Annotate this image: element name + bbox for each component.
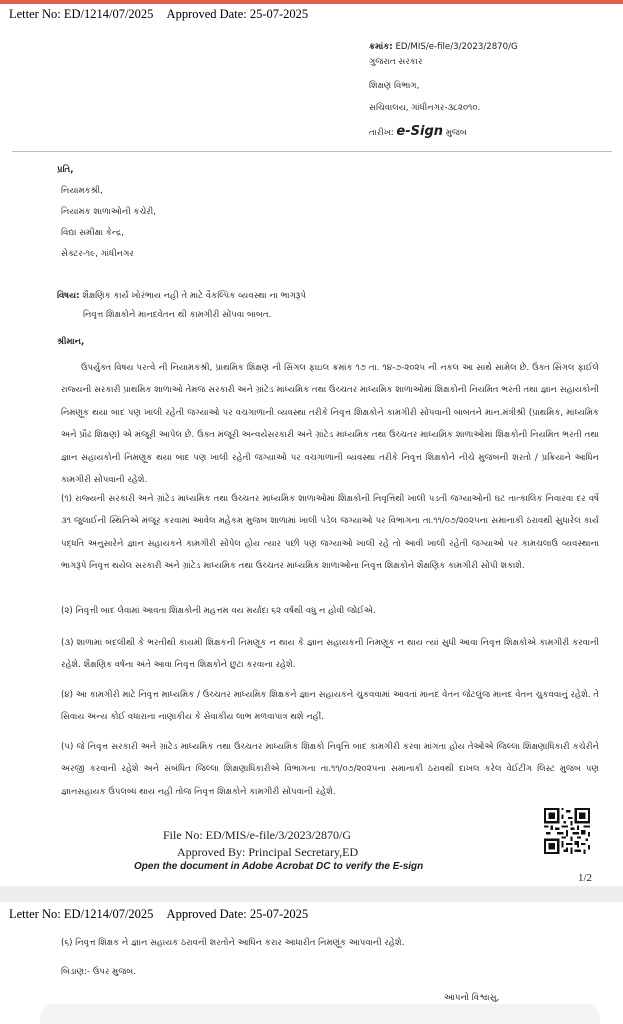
page2-approved-date: Approved Date: 25-07-2025 — [166, 907, 309, 921]
salutation: શ્રીમાન, — [57, 337, 85, 347]
qr-code — [544, 808, 590, 854]
kramank-line — [369, 42, 518, 52]
footer-file-no: File No: ED/MIS/e-file/3/2023/2870/G — [163, 828, 351, 842]
closing: આપનો વિશ્વાસુ, — [444, 993, 500, 1003]
page2-letter-number-line — [9, 907, 308, 922]
address-line-1: નિયામકશ્રી, — [61, 186, 103, 196]
date-line — [369, 124, 467, 139]
page2-letter-number: Letter No: ED/1214/07/2025 — [9, 907, 154, 921]
letter-number-line — [9, 7, 308, 22]
header-divider — [12, 151, 612, 152]
point-2: (૨) નિવૃત્તી બાદ લેવામાં આવતા શિક્ષકોની મહત્તમ વય મર્યાદા ૬૨ વર્ષથી વધુ ન હોવી જોઈએ. — [61, 606, 376, 616]
address-line-3: વિદ્યા સમીક્ષા કેન્દ્ર, — [61, 228, 124, 238]
bottom-overlay — [40, 1004, 600, 1024]
point-6: (૬) નિવૃત્ત શિક્ષક ને જ્ઞાન સહાયક ઠરાવની શરતોને આધિન કરાર આધારીત નિમણૂંક આપવાની રહેશે. — [61, 938, 405, 948]
intro-paragraph: ઉપર્યુક્ત વિષય પરત્વે ની નિયામકશ્રી, પ્રાથમિક શિક્ષણ ની સિંગલ ફાઇલ ક્રમાંક ૧૭ તા. ૧૪-૭-૨૦૨૫ ની નકલ આ સાથે સામેલ છે. ઉક્ત સિંગલ ફાઈલે રાજ્યની સરકારી પ્રાથમિક શાળાઓ તેમજ સરકારી અને ગ્રાંટેડ માધ્યમિક તથા ઉચ્ચતર માધ્યમિક શાળાઓમાં શિક્ષકોની નિયમિત ભરતી તથા જ્ઞાન સહાયકોની નિમણૂક થયા બાદ પણ ખાલી રહેતી જગ્યાઓ પર વચગાળાની વ્યવસ્થા તરીકે નિવૃત્ત શિક્ષકોને કામગીરી સોંપવાની બાબતને માન.મંત્રીશ્રી (પ્રાથમિક, માધ્યમિક અને પ્રૌઢ શિક્ષણ) એ મંજૂરી આપેલ છે. ઉક્ત મંજૂરી અન્વયેસરકારી અને ગ્રાંટેડ માધ્યમિક તથા ઉચ્ચતર માધ્યમિક શાળાઓમાં શિક્ષકોની નિયમિત ભરતી તથા જ્ઞાન સહાયકોની નિમણૂક થયા બાદ પણ ખાલી રહેતી જગ્યાઓ પર વચગાળાની વ્યવસ્થા તરીકે નિવૃત્ત શિક્ષકોને નીચે મુજબની શરતો / પ્રક્રિયાને આધિન કામગીરી સોંપવાની રહેશે. — [61, 363, 599, 486]
approved-date: Approved Date: 25-07-2025 — [166, 7, 309, 21]
top-accent-bar — [0, 0, 623, 4]
point-3: (૩) શાળામાં બદલીથી કે ભરતીથી કાયમી શિક્ષકની નિમણૂક ન થાય કે જ્ઞાન સહાયકની નિમણૂક ન થાય ત્યાં સુધી આવા નિવૃત્ત શિક્ષકોએ કામગીરી કરવાની રહેશે. શૈક્ષણિક વર્ષના અંતે આવા નિવૃત્ત શિક્ષકોને છુટા કરવાના રહેશે. — [61, 638, 599, 671]
subject-text-1: શૈક્ષણિક કાર્ય ખોરંભાય નહી તે માટે વૈકલ્પિક વ્યવસ્થા ના ભાગરૂપે — [82, 291, 307, 301]
header-department: શિક્ષણ વિભાગ, — [369, 81, 420, 91]
page-separator — [0, 886, 623, 902]
header-address: સચિવાલય, ગાંધીનગર-૩૮૨૦૧૦. — [369, 103, 481, 113]
prati: પ્રતિ, — [57, 165, 74, 175]
address-line-2: નિયામક શાળાઓની કચેરી, — [61, 207, 156, 217]
kramank-value: ED/MIS/e-file/3/2023/2870/G — [395, 42, 518, 52]
kramank-label: ક્રમાંક: — [369, 42, 393, 52]
enclosure: બિડાણ:- ઉપર મુજબ. — [61, 967, 136, 977]
subject-label: વિષય: — [57, 291, 80, 301]
date-label: તારીખ: — [369, 128, 394, 138]
header-government: ગુજરાત સરકાર — [369, 57, 423, 67]
address-line-4: સેક્ટર-૧૯, ગાંધીનગર — [61, 249, 134, 259]
subject-text-2: નિવૃત્ત શિક્ષકોને માનદવેતન થી કામગીરી સોંપવા બાબત. — [83, 310, 272, 320]
esign-mark: e-Sign — [396, 124, 443, 139]
date-suffix: મુજબ — [445, 128, 467, 138]
subject-line-1 — [57, 290, 306, 303]
point-5: (૫) જે નિવૃત્ત સરકારી અને ગ્રાંટેડ માધ્યમિક તથા ઉચ્ચતર માધ્યમિક શિક્ષકો નિવૃત્તિ બાદ કામગીરી કરવા માંગતા હોય તેઓએ જિલ્લા શિક્ષણાધિકારી કચેરીને અરજી કરવાની રહેશે અને સંબંધિત જિલ્લા શિક્ષણાધિકારીએ વિભાગના તા.૧૧/૦૭/૨૦૨૫ના સમાનાકી ઠરાવથી દાખલ કરેલ વેઈટીંગ લિસ્ટ મુજબ પણ જ્ઞાનસહાયક ઉપલબ્ધ થાય નહી તોજ નિવૃત્ત શિક્ષકોને કામગીરી સોંપવાની રહેશે. — [61, 742, 599, 797]
point-4: (૪) આ કામગીરી માટે નિવૃત્ત માધ્યમિક / ઉચ્ચતર માધ્યમિક શિક્ષકને જ્ઞાન સહાયકને ચુકવવામાં આવતાં માનદ વેતન જેટલુંજ માનદ વેતન ચુકવવાનું રહેશે. તે સિવાય અન્ય કોઈ વધારાના નાણાકીય કે સેવાકીય લાભ મળવાપાત્ર થશે નહીં. — [61, 690, 599, 723]
page-number: 1/2 — [578, 872, 593, 884]
footer-approved-by: Approved By: Principal Secretary,ED — [177, 845, 359, 859]
footer-verify-note: Open the document in Adobe Acrobat DC to verify the E-sign — [134, 861, 424, 872]
point-1: (૧) રાજ્યની સરકારી અને ગ્રાંટેડ માધ્યમિક તથા ઉચ્ચતર માધ્યમિક શાળાઓમાં શિક્ષકોની નિવૃત્તિથી ખાલી પડતી જગ્યાઓની ઘટ તાત્કાલિક નિવારવા દર વર્ષે ૩૧ જુલાઈની સ્થિતિએ મંજૂર કરવામાં આવેલ મહેકમ મુજબ શાળામાં ખાલી પડેલ જગ્યાઓ પર વિભાગના તા.૧૧/૦૭/૨૦૨૫ના સમાનાકી ઠરાવથી સુધારેલ કાર્ય પદ્ધતિ અનુસારેને જ્ઞાન સહાયકને કામગીરી સોંપેલ હોય ત્યાર પછી પણ જગ્યાઓ ખાલી રહે તો આવી ખાલી રહેતી જગ્યાઓ પર કામચલાઉ વ્યવસ્થાના ભાગરૂપે નિવૃત્ત થયેલ સરકારી અને ગ્રાંટેડ માધ્યમિક તથા ઉચ્ચતર માધ્યમિક શાળાઓના નિવૃત્ત શિક્ષકોને શૈક્ષણિક કામગીરી સોંપી શકાશે. — [61, 494, 599, 572]
letter-number: Letter No: ED/1214/07/2025 — [9, 7, 154, 21]
